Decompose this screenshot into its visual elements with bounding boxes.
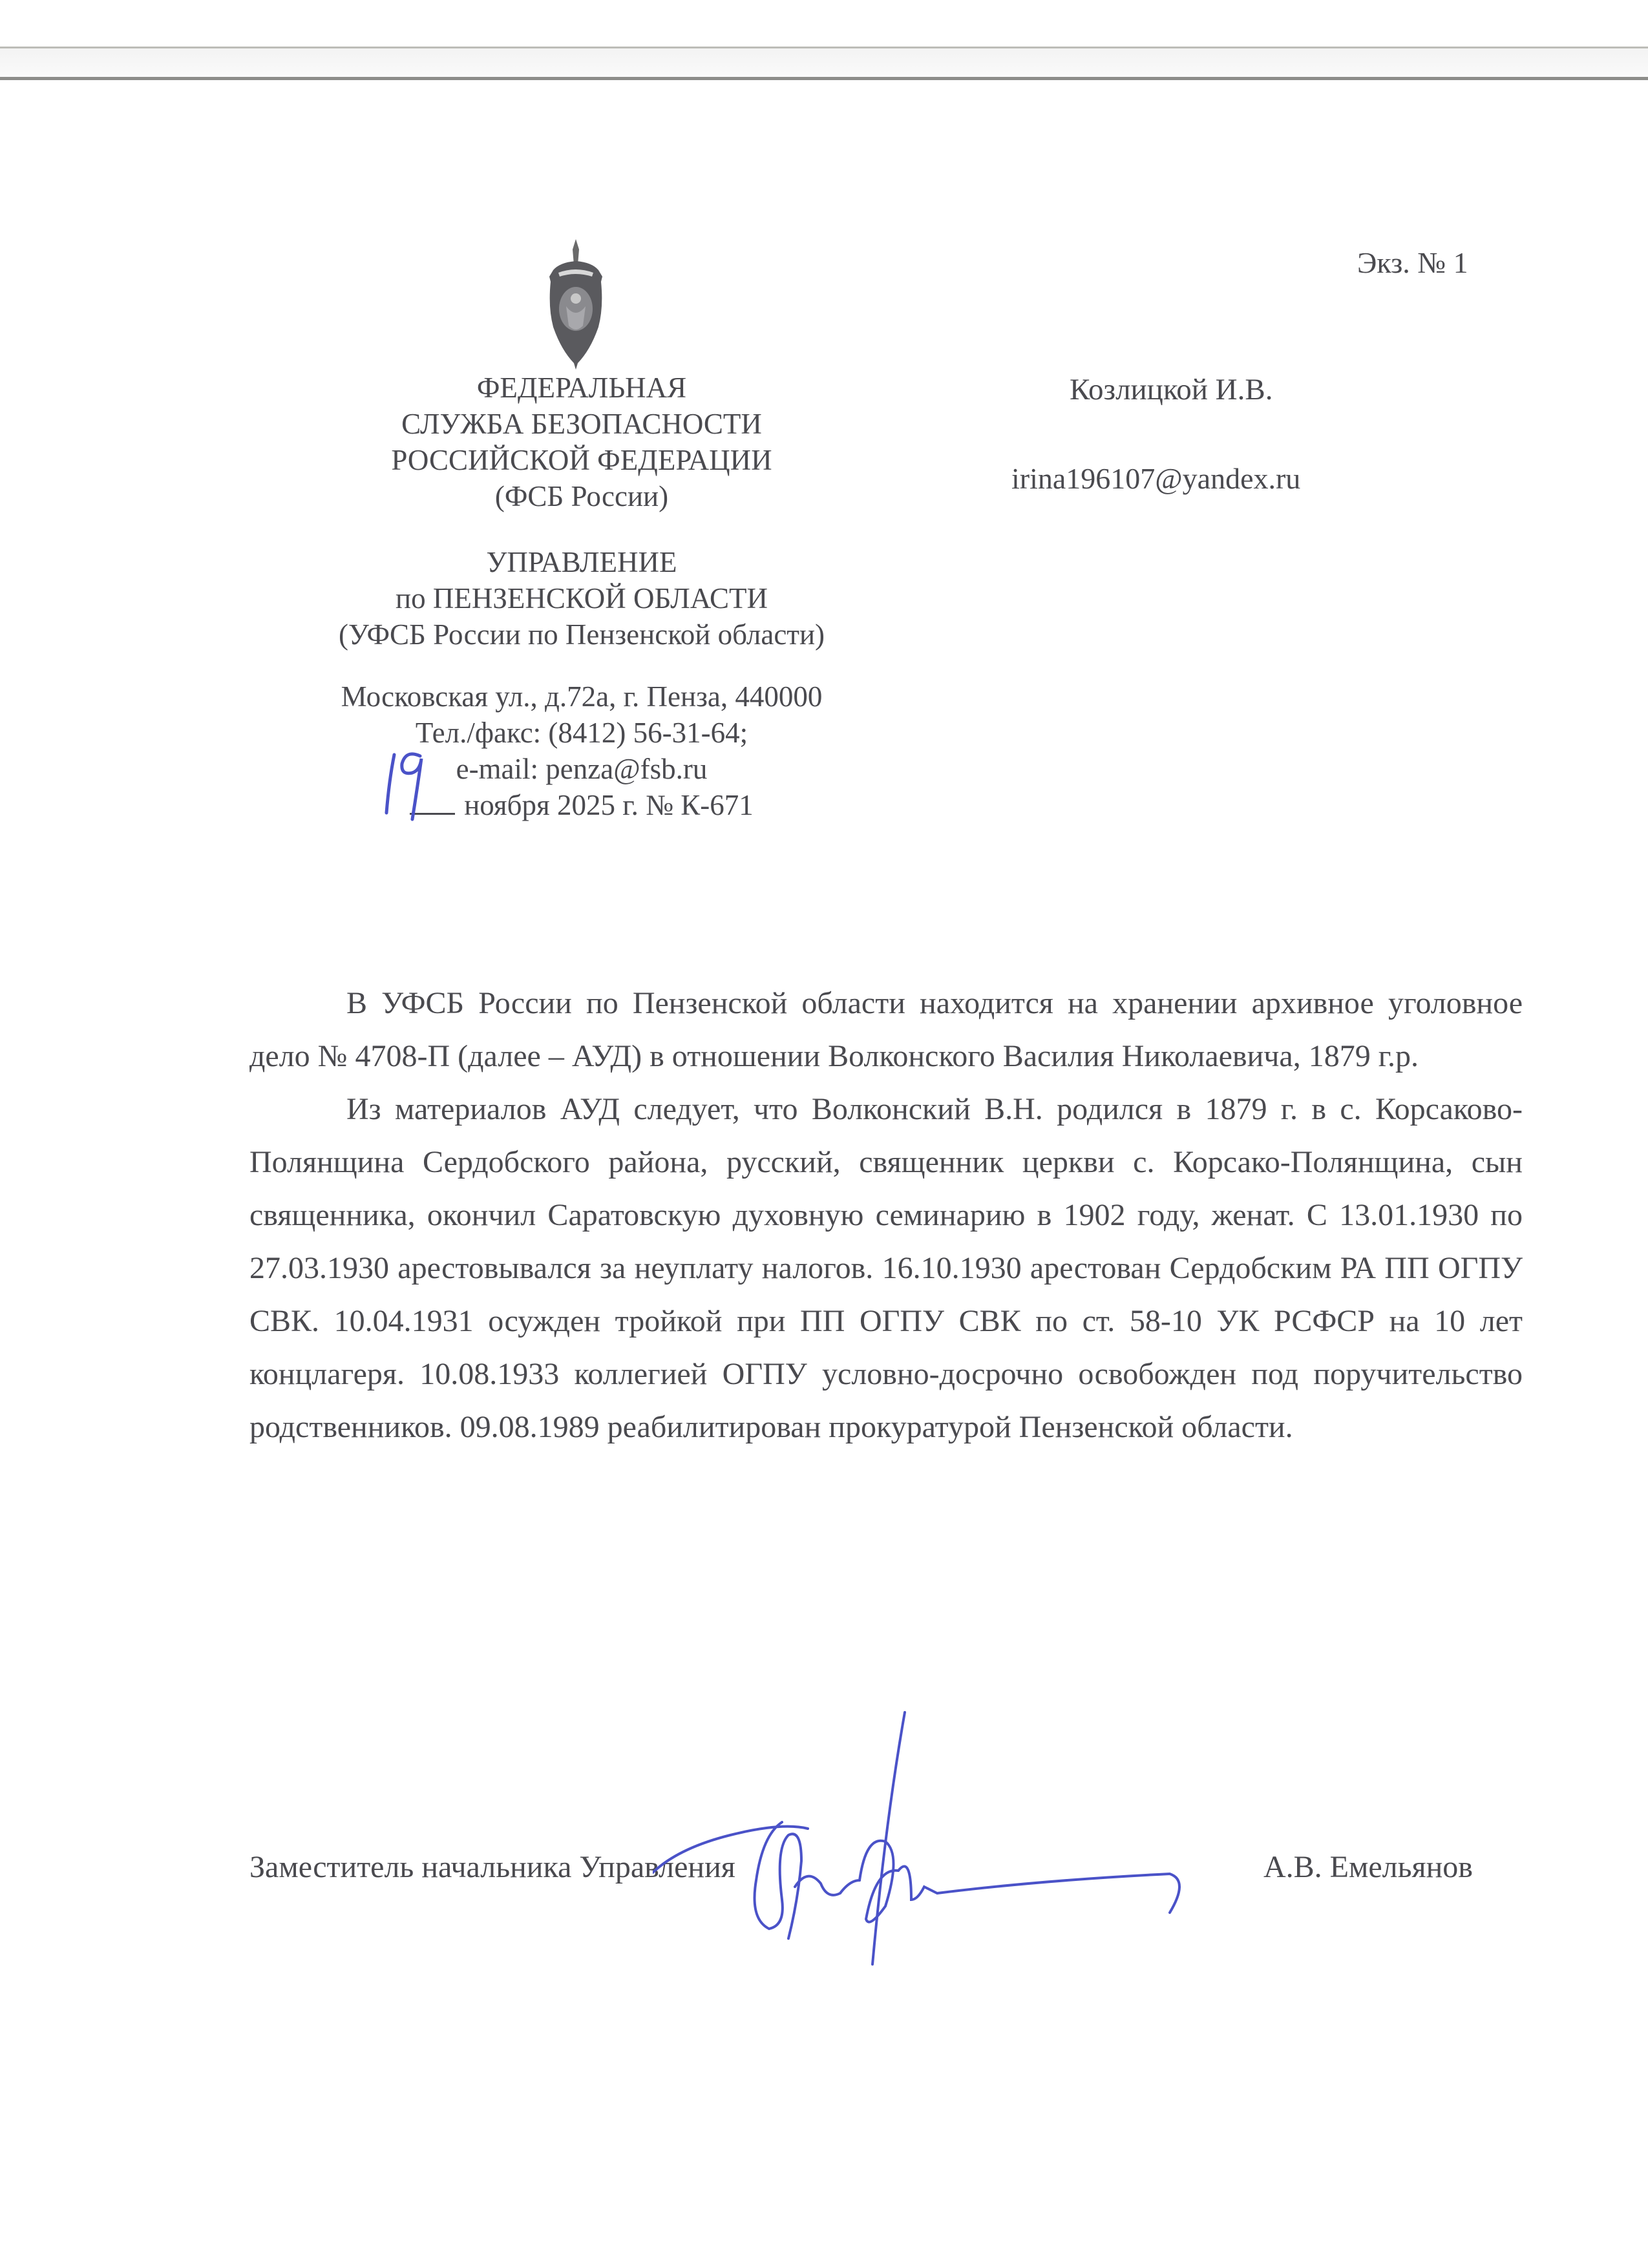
body-paragraph-1: В УФСБ России по Пензенской области находится на хранении архивное уголовное дело № 4708-П (далее – АУД) в отношении Волконского Василия Николаевича, 1879 г.р. <box>249 986 1523 1073</box>
department-line-1: УПРАВЛЕНИЕ <box>486 546 677 578</box>
handwritten-day-number <box>380 742 432 826</box>
phone-fax-line: Тел./факс: (8412) 56-31-64; <box>415 717 748 749</box>
agency-name-line-1: ФЕДЕРАЛЬНАЯ <box>476 372 687 404</box>
handwritten-signature <box>653 1706 1221 1977</box>
agency-abbreviation: (ФСБ России) <box>494 480 669 512</box>
date-and-number: ноября 2025 г. № К-671 <box>464 789 754 821</box>
copy-number: Экз. № 1 <box>1357 246 1468 279</box>
agency-name-line-3: РОССИЙСКОЙ ФЕДЕРАЦИИ <box>391 444 772 476</box>
sender-letterhead <box>271 370 892 823</box>
fsb-shield-emblem-icon <box>540 236 611 372</box>
scan-edge-strip <box>0 47 1648 80</box>
recipient-email: irina196107@yandex.ru <box>1011 462 1301 495</box>
sender-email-line: e-mail: penza@fsb.ru <box>456 753 708 785</box>
signatory-title: Заместитель начальника Управления <box>249 1850 735 1884</box>
signatory-name: А.В. Емельянов <box>1263 1850 1473 1884</box>
department-line-2: по ПЕНЗЕНСКОЙ ОБЛАСТИ <box>396 582 768 614</box>
recipient-name: Козлицкой И.В. <box>1070 373 1273 406</box>
letter-body <box>249 977 1523 1454</box>
department-line-3: (УФСБ России по Пензенской области) <box>338 618 825 651</box>
body-paragraph-2: Из материалов АУД следует, что Волконский В.Н. родился в 1879 г. в с. Корсаково-Полянщина Сердобского района, русский, священник церкви с. Корсако-Полянщина, сын священника, окончил Саратовскую духовную семинарию в 1902 году, женат. С 13.01.1930 по 27.03.1930 арестовывался за неуплату налогов. 16.10.1930 арестован Сердобским РА ПП ОГПУ СВК. 10.04.1931 осужден тройкой при ПП ОГПУ СВК по ст. 58-10 УК РСФСР на 10 лет концлагеря. 10.08.1933 коллегией ОГПУ условно-досрочно освобожден под поручительство родственников. 09.08.1989 реабилитирован прокуратурой Пензенской области. <box>249 1092 1523 1444</box>
address-line: Московская ул., д.72а, г. Пенза, 440000 <box>341 680 823 713</box>
agency-name-line-2: СЛУЖБА БЕЗОПАСНОСТИ <box>401 408 762 440</box>
